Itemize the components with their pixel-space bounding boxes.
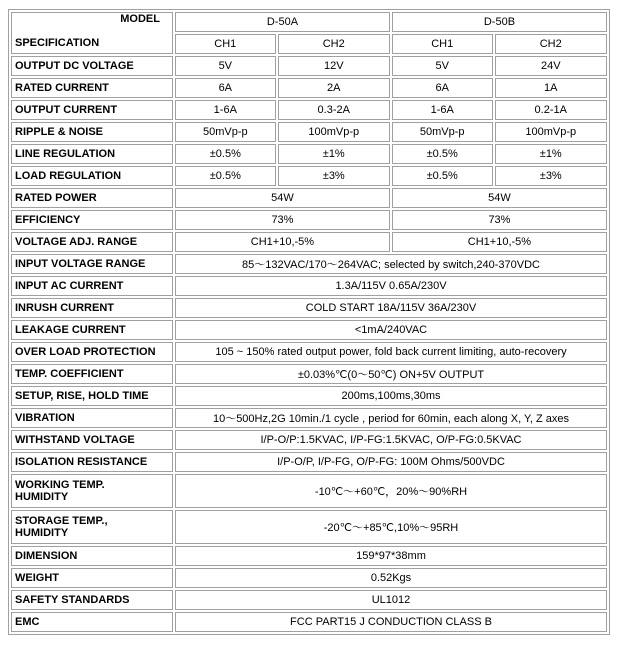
- row-value: ±1%: [278, 144, 390, 164]
- row-label-line: HUMIDITY: [15, 491, 69, 503]
- row-value: 1-6A: [175, 100, 276, 120]
- spec-row: [11, 320, 607, 340]
- row-value: 6A: [175, 78, 276, 98]
- row-value: I/P-O/P:1.5KVAC, I/P-FG:1.5KVAC, O/P-FG:0.5KVAC: [175, 430, 607, 450]
- row-value: 0.52Kgs: [175, 568, 607, 588]
- row-label-line: WORKING TEMP.: [15, 479, 105, 491]
- row-value: 100mVp-p: [495, 122, 608, 142]
- row-label: SAFETY STANDARDS: [11, 590, 173, 610]
- row-label: VIBRATION: [11, 408, 173, 428]
- row-label: INRUSH CURRENT: [11, 298, 173, 318]
- spec-row: [11, 100, 607, 120]
- row-value: 1A: [495, 78, 608, 98]
- row-value: 50mVp-p: [392, 122, 493, 142]
- row-value: -20℃～+85℃,10%～95RH: [175, 510, 607, 544]
- spec-row: [11, 122, 607, 142]
- row-label: OUTPUT DC VOLTAGE: [11, 56, 173, 76]
- spec-row: [11, 232, 607, 252]
- row-value: ±0.5%: [175, 166, 276, 186]
- header-label-cell: [11, 12, 173, 54]
- row-value: 24V: [495, 56, 608, 76]
- row-label: RIPPLE & NOISE: [11, 122, 173, 142]
- row-value: 73%: [175, 210, 390, 230]
- channel-cell: CH1: [392, 34, 493, 54]
- row-value: 12V: [278, 56, 390, 76]
- spec-table: [8, 9, 610, 635]
- row-value: 2A: [278, 78, 390, 98]
- row-label: INPUT AC CURRENT: [11, 276, 173, 296]
- row-value: FCC PART15 J CONDUCTION CLASS B: [175, 612, 607, 632]
- spec-label: SPECIFICATION: [15, 37, 100, 49]
- row-value: CH1+10,-5%: [392, 232, 607, 252]
- row-label: INPUT VOLTAGE RANGE: [11, 254, 173, 274]
- row-value: 5V: [392, 56, 493, 76]
- row-label: OVER LOAD PROTECTION: [11, 342, 173, 362]
- row-label: SETUP, RISE, HOLD TIME: [11, 386, 173, 406]
- spec-row: [11, 408, 607, 428]
- spec-row: [11, 430, 607, 450]
- row-value: -10℃～+60℃，20%～90%RH: [175, 474, 607, 508]
- row-value: 100mVp-p: [278, 122, 390, 142]
- spec-row: [11, 254, 607, 274]
- row-value: ±0.5%: [175, 144, 276, 164]
- model-name-cell: D-50A: [175, 12, 390, 32]
- row-label: RATED CURRENT: [11, 78, 173, 98]
- row-label-line: HUMIDITY: [15, 527, 69, 539]
- spec-row: [11, 590, 607, 610]
- row-label: WEIGHT: [11, 568, 173, 588]
- row-label: LOAD REGULATION: [11, 166, 173, 186]
- row-label: TEMP. COEFFICIENT: [11, 364, 173, 384]
- spec-row: [11, 188, 607, 208]
- row-label: EMC: [11, 612, 173, 632]
- spec-row: [11, 166, 607, 186]
- row-value: 159*97*38mm: [175, 546, 607, 566]
- row-value: 85～132VAC/170～264VAC; selected by switch,240-370VDC: [175, 254, 607, 274]
- model-label: MODEL: [120, 13, 160, 25]
- row-value: 1.3A/115V 0.65A/230V: [175, 276, 607, 296]
- row-value: 50mVp-p: [175, 122, 276, 142]
- spec-row: [11, 510, 607, 544]
- row-value: 6A: [392, 78, 493, 98]
- row-label: LEAKAGE CURRENT: [11, 320, 173, 340]
- spec-row: [11, 210, 607, 230]
- row-label: RATED POWER: [11, 188, 173, 208]
- model-name-cell: D-50B: [392, 12, 607, 32]
- row-value: 0.3-2A: [278, 100, 390, 120]
- spec-row: [11, 612, 607, 632]
- spec-row: [11, 452, 607, 472]
- row-value: ±0.5%: [392, 144, 493, 164]
- row-label: OUTPUT CURRENT: [11, 100, 173, 120]
- spec-row: [11, 364, 607, 384]
- row-value: <1mA/240VAC: [175, 320, 607, 340]
- row-label: [11, 474, 173, 508]
- spec-row: [11, 546, 607, 566]
- channel-cell: CH2: [495, 34, 608, 54]
- row-label: [11, 510, 173, 544]
- row-value: 200ms,100ms,30ms: [175, 386, 607, 406]
- row-value: COLD START 18A/115V 36A/230V: [175, 298, 607, 318]
- row-value: 105 ~ 150% rated output power, fold back current limiting, auto-recovery: [175, 342, 607, 362]
- spec-row: [11, 78, 607, 98]
- spec-row: [11, 56, 607, 76]
- spec-row: [11, 386, 607, 406]
- row-value: I/P-O/P, I/P-FG, O/P-FG: 100M Ohms/500VDC: [175, 452, 607, 472]
- model-row: [11, 12, 607, 32]
- row-label: LINE REGULATION: [11, 144, 173, 164]
- row-value: 1-6A: [392, 100, 493, 120]
- row-value: ±3%: [495, 166, 608, 186]
- spec-row: [11, 342, 607, 362]
- row-value: 0.2-1A: [495, 100, 608, 120]
- row-value: 5V: [175, 56, 276, 76]
- row-value: 10～500Hz,2G 10min./1 cycle , period for 60min, each along X, Y, Z axes: [175, 408, 607, 428]
- row-label: VOLTAGE ADJ. RANGE: [11, 232, 173, 252]
- channel-cell: CH2: [278, 34, 390, 54]
- row-value: CH1+10,-5%: [175, 232, 390, 252]
- row-value: 54W: [392, 188, 607, 208]
- row-label: EFFICIENCY: [11, 210, 173, 230]
- row-label: WITHSTAND VOLTAGE: [11, 430, 173, 450]
- spec-row: [11, 144, 607, 164]
- row-value: ±1%: [495, 144, 608, 164]
- row-label: ISOLATION RESISTANCE: [11, 452, 173, 472]
- spec-row: [11, 474, 607, 508]
- row-value: 54W: [175, 188, 390, 208]
- row-value: ±3%: [278, 166, 390, 186]
- spec-row: [11, 298, 607, 318]
- row-label: DIMENSION: [11, 546, 173, 566]
- row-value: ±0.03%℃(0～50℃) ON+5V OUTPUT: [175, 364, 607, 384]
- row-value: 73%: [392, 210, 607, 230]
- row-value: ±0.5%: [392, 166, 493, 186]
- row-value: UL1012: [175, 590, 607, 610]
- channel-cell: CH1: [175, 34, 276, 54]
- spec-row: [11, 568, 607, 588]
- spec-row: [11, 276, 607, 296]
- row-label-line: STORAGE TEMP.,: [15, 515, 108, 527]
